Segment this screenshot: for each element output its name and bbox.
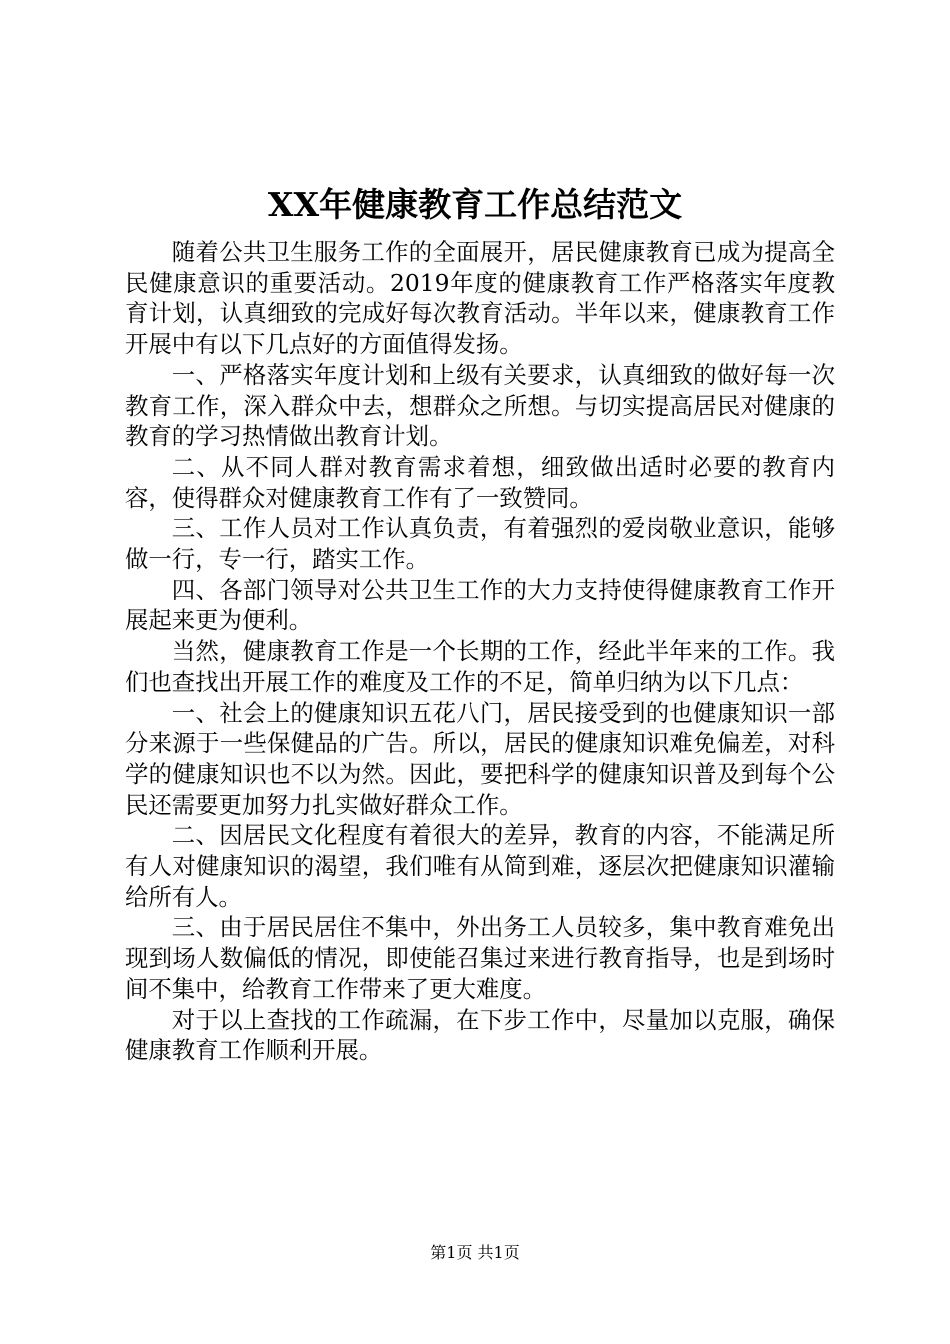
paragraph-9: 三、由于居民居住不集中，外出务工人员较多，集中教育难免出现到场人数偏低的情况，即使能召集过来进行教育指导，也是到场时间不集中，给教育工作带来了更大难度。 xyxy=(125,913,835,1003)
paragraph-5: 四、各部门领导对公共卫生工作的大力支持使得健康教育工作开展起来更为便利。 xyxy=(125,575,835,635)
paragraph-8: 二、因居民文化程度有着很大的差异，教育的内容，不能满足所有人对健康知识的渴望，我们唯有从简到难，逐层次把健康知识灌输给所有人。 xyxy=(125,821,835,911)
document-title: XX年健康教育工作总结范文 xyxy=(267,185,683,224)
paragraph-1: 随着公共卫生服务工作的全面展开，居民健康教育已成为提高全民健康意识的重要活动。2019年度的健康教育工作严格落实年度教育计划，认真细致的完成好每次教育活动。半年以来，健康教育工作开展中有以下几点好的方面值得发扬。 xyxy=(125,238,835,359)
paragraph-4: 三、工作人员对工作认真负责，有着强烈的爱岗敬业意识，能够做一行，专一行，踏实工作。 xyxy=(125,514,835,574)
document-body xyxy=(125,237,835,1066)
paragraph-2: 一、严格落实年度计划和上级有关要求，认真细致的做好每一次教育工作，深入群众中去，想群众之所想。与切实提高居民对健康的教育的学习热情做出教育计划。 xyxy=(125,360,835,451)
paragraph-3: 二、从不同人群对教育需求着想，细致做出适时必要的教育内容，使得群众对健康教育工作有了一致赞同。 xyxy=(125,452,835,512)
paragraph-10: 对于以上查找的工作疏漏，在下步工作中，尽量加以克服，确保健康教育工作顺利开展。 xyxy=(125,1005,835,1065)
paragraph-7: 一、社会上的健康知识五花八门，居民接受到的也健康知识一部分来源于一些保健品的广告。所以，居民的健康知识难免偏差，对科学的健康知识也不以为然。因此，要把科学的健康知识普及到每个公民还需要更加努力扎实做好群众工作。 xyxy=(125,698,835,819)
paragraph-6: 当然，健康教育工作是一个长期的工作，经此半年来的工作。我们也查找出开展工作的难度及工作的不足，简单归纳为以下几点： xyxy=(125,637,835,696)
page-footer: 第1页 共1页 xyxy=(430,1243,520,1262)
